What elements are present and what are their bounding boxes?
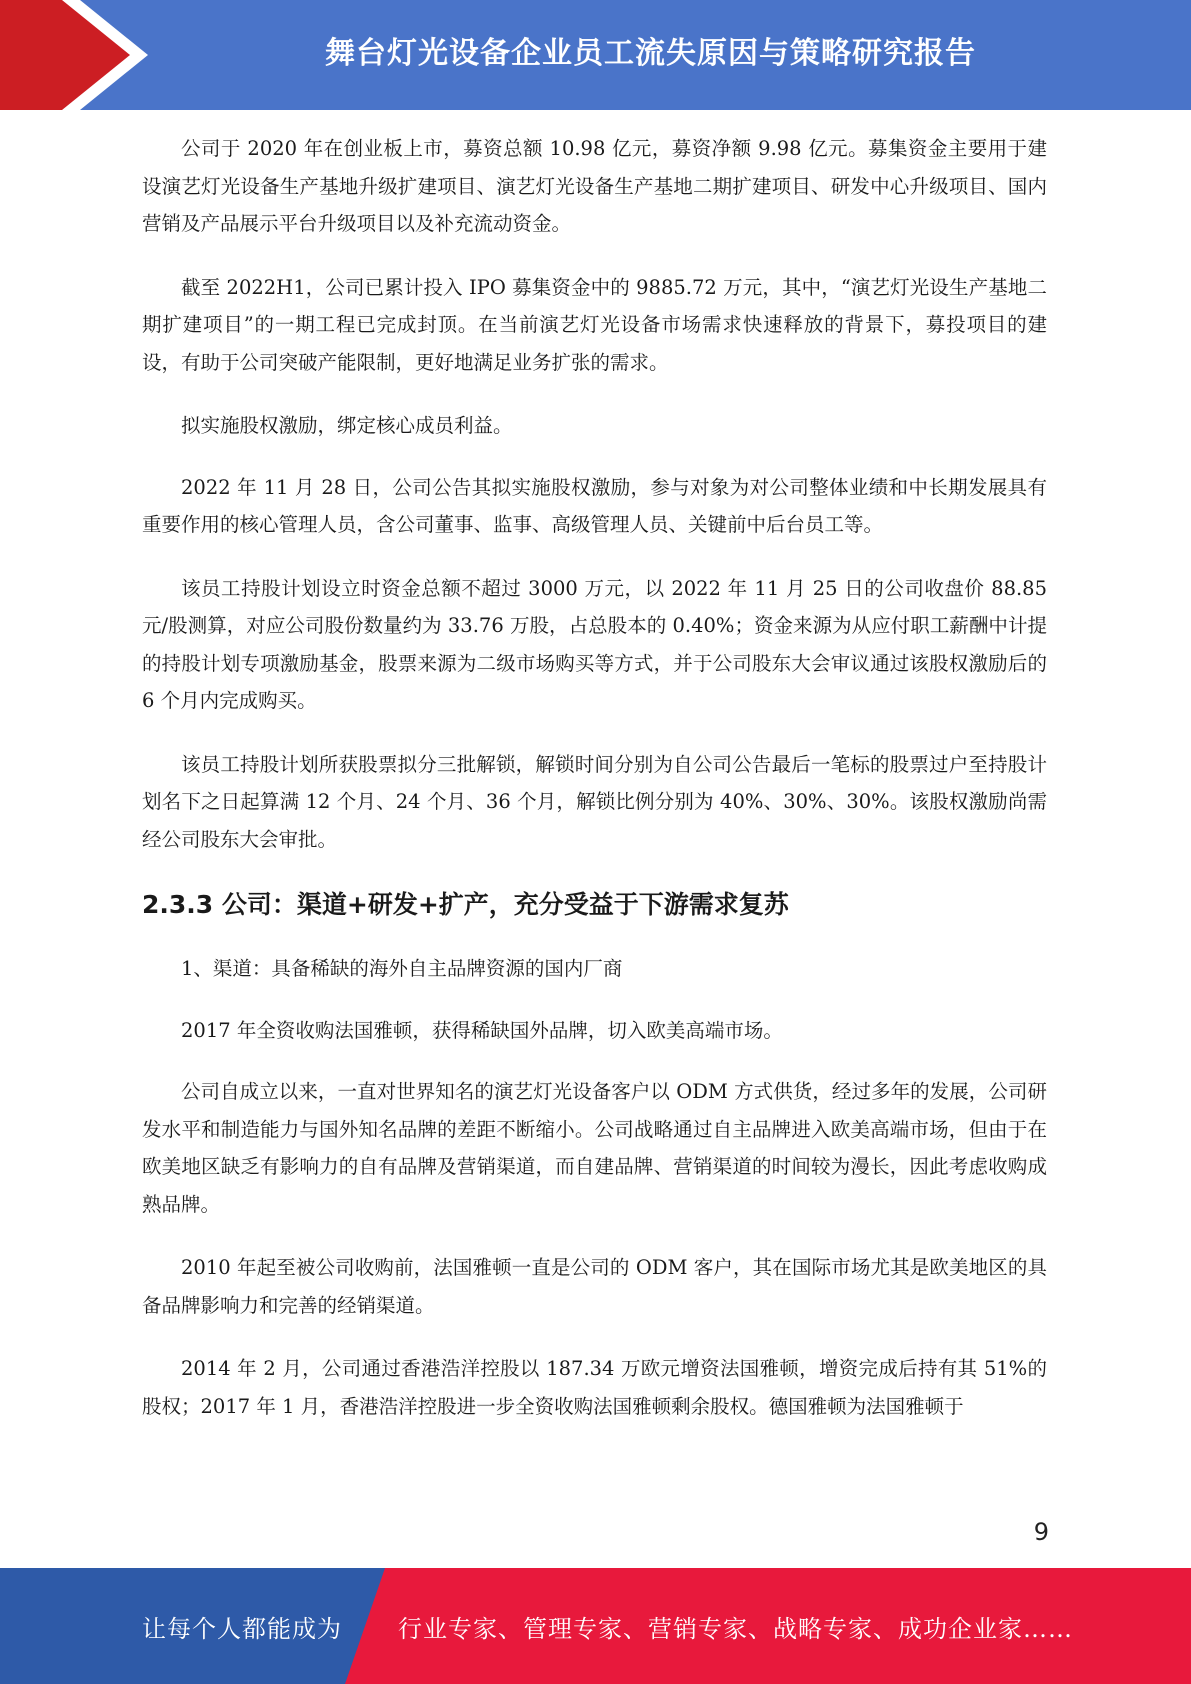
main-content — [142, 130, 1047, 1451]
paragraph: 公司于 2020 年在创业板上市，募资总额 10.98 亿元，募资净额 9.98 亿元。募集资金主要用于建设演艺灯光设备生产基地升级扩建项目、演艺灯光设备生产基地二期扩建项目、研发中心升级项目、国内营销及产品展示平台升级项目以及补充流动资金。 — [142, 137, 1047, 235]
footer-slogan-left: 让每个人都能成为 — [142, 1614, 342, 1643]
page-header — [0, 0, 1191, 110]
paragraph: 2010 年起至被公司收购前，法国雅顿一直是公司的 ODM 客户，其在国际市场尤其是欧美地区的具备品牌影响力和完善的经销渠道。 — [142, 1256, 1047, 1317]
paragraph: 2017 年全资收购法国雅顿，获得稀缺国外品牌，切入欧美高端市场。 — [181, 1018, 783, 1042]
paragraph: 截至 2022H1，公司已累计投入 IPO 募集资金中的 9885.72 万元，其中，“演艺灯光设生产基地二期扩建项目”的一期工程已完成封顶。在当前演艺灯光设备市场需求快速释放的背景下，募投项目的建设，有助于公司突破产能限制，更好地满足业务扩张的需求。 — [142, 275, 1047, 374]
page-number: 9 — [1033, 1518, 1049, 1546]
paragraph: 2014 年 2 月，公司通过香港浩洋控股以 187.34 万欧元增资法国雅顿，增资完成后持有其 51%的股权；2017 年 1 月，香港浩洋控股进一步全资收购法国雅顿剩余股权。德国雅顿为法国雅顿于 — [142, 1357, 1047, 1418]
paragraph: 拟实施股权激励，绑定核心成员利益。 — [181, 414, 513, 437]
footer-slogan-right: 行业专家、管理专家、营销专家、战略专家、成功企业家…… — [398, 1614, 1073, 1643]
paragraph: 该员工持股计划所获股票拟分三批解锁，解锁时间分别为自公司公告最后一笔标的股票过户至持股计划名下之日起算满 12 个月、24 个月、36 个月，解锁比例分别为 40%、30%、30%。该股权激励尚需经公司股东大会审批。 — [142, 752, 1047, 851]
section-heading: 2.3.3 公司：渠道+研发+扩产，充分受益于下游需求复苏 — [142, 890, 789, 919]
page-footer — [0, 1568, 1191, 1684]
paragraph: 1、渠道：具备稀缺的海外自主品牌资源的国内厂商 — [181, 957, 623, 980]
paragraph: 该员工持股计划设立时资金总额不超过 3000 万元，以 2022 年 11 月 25 日的公司收盘价 88.85 元/股测算，对应公司股份数量约为 33.76 万股，占总股本的 0.40%；资金来源为从应付职工薪酬中计提的持股计划专项激励基金，股票来源为二级市场购买等方式，并于公司股东大会审议通过该股权激励后的 6 个月内完成购买。 — [142, 576, 1047, 712]
paragraph: 公司自成立以来，一直对世界知名的演艺灯光设备客户以 ODM 方式供货，经过多年的发展，公司研发水平和制造能力与国外知名品牌的差距不断缩小。公司战略通过自主品牌进入欧美高端市场，但由于在欧美地区缺乏有影响力的自有品牌及营销渠道，而自建品牌、营销渠道的时间较为漫长，因此考虑收购成熟品牌。 — [142, 1080, 1047, 1216]
paragraph: 2022 年 11 月 28 日，公司公告其拟实施股权激励，参与对象为对公司整体业绩和中长期发展具有重要作用的核心管理人员，含公司董事、监事、高级管理人员、关键前中后台员工等。 — [142, 475, 1047, 536]
document-title: 舞台灯光设备企业员工流失原因与策略研究报告 — [325, 36, 976, 71]
